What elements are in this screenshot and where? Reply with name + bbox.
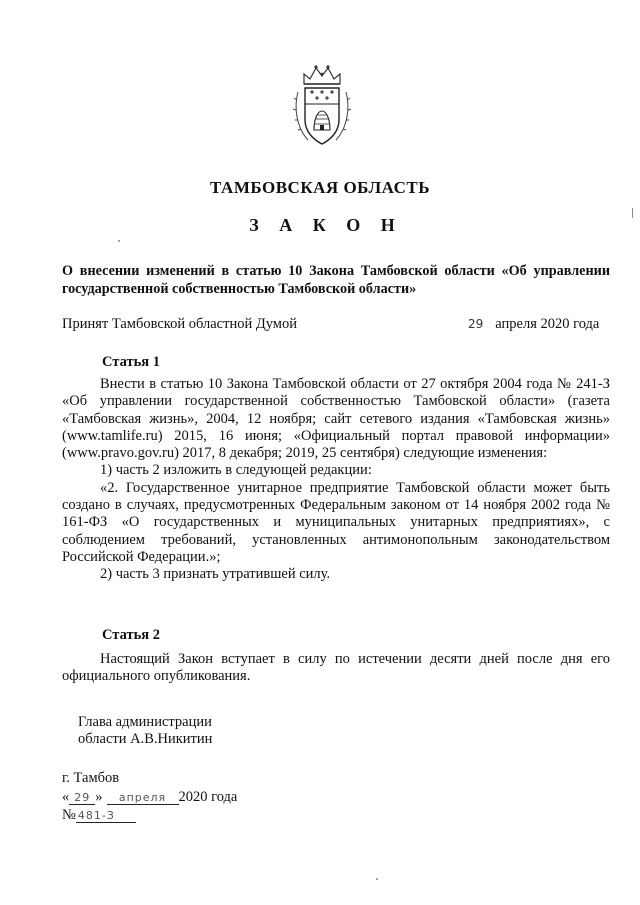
- signing-month: апреля: [107, 791, 179, 805]
- article-1-paragraph: Внести в статью 10 Закона Тамбовской области от 27 октября 2004 года № 241-З «Об управлении государственной собственностью Тамбовской области» (газета «Тамбовская жизнь», 2004, 12 ноября; сайт сетевого издания «Тамбовская жизнь» (www.tamlife.ru) 2015, 16 июня; «Официальный портал правовой информации» (www.pravo.gov.ru) 2017, 8 декабря; 2019, 25 сентября) следующие изменения:: [62, 376, 610, 462]
- law-number: [62, 807, 136, 824]
- signature-block: [78, 714, 212, 748]
- signing-city: г. Тамбов: [62, 770, 120, 786]
- region-heading: ТАМБОВСКАЯ ОБЛАСТЬ: [210, 178, 430, 197]
- law-title: О внесении изменений в статью 10 Закона Тамбовской области «Об управлении государственной собственностью Тамбовской области»: [62, 263, 610, 297]
- tambov-coat-of-arms-icon: [292, 62, 352, 150]
- article-2-heading: Статья 2: [102, 627, 160, 643]
- article-1-item-1: 1) часть 2 изложить в следующей редакции:: [100, 462, 372, 479]
- law-number-value: 481-З: [76, 809, 136, 823]
- article-1-body: [62, 376, 610, 584]
- scan-speck: [632, 208, 633, 218]
- adoption-day: 29: [468, 317, 484, 331]
- article-1-heading: Статья 1: [102, 354, 160, 370]
- quote-open: «: [62, 789, 70, 805]
- signatory-name: области А.В.Никитин: [78, 731, 213, 747]
- article-2-body: [62, 651, 610, 686]
- document-type-heading: З А К О Н: [249, 215, 403, 235]
- signing-day: 29: [69, 791, 95, 805]
- article-1-item-2: 2) часть 3 признать утратившей силу.: [100, 566, 331, 583]
- article-1-new-wording: «2. Государственное унитарное предприятие Тамбовской области может быть создано в случаях, предусмотренных Федеральным законом от 14 ноября 2002 года № 161-ФЗ «О государственных и муниципальных унитарных предприятиях», с соблюдением требований, установленных антимонопольным законодательством Российской Федерации.»;: [62, 479, 610, 565]
- quote-close: »: [95, 789, 103, 805]
- number-prefix: №: [62, 807, 76, 823]
- signing-date: [62, 789, 237, 806]
- adoption-date: [468, 316, 599, 333]
- article-2-paragraph: Настоящий Закон вступает в силу по истечении десяти дней после дня его официального опубликования.: [62, 651, 610, 685]
- scan-speck: [376, 878, 378, 880]
- signatory-title: Глава администрации: [78, 714, 212, 730]
- adoption-month-year: апреля 2020 года: [495, 316, 600, 332]
- adoption-statement: Принят Тамбовской областной Думой: [62, 316, 297, 332]
- scan-speck: [118, 240, 120, 242]
- signing-year: 2020 года: [178, 789, 238, 805]
